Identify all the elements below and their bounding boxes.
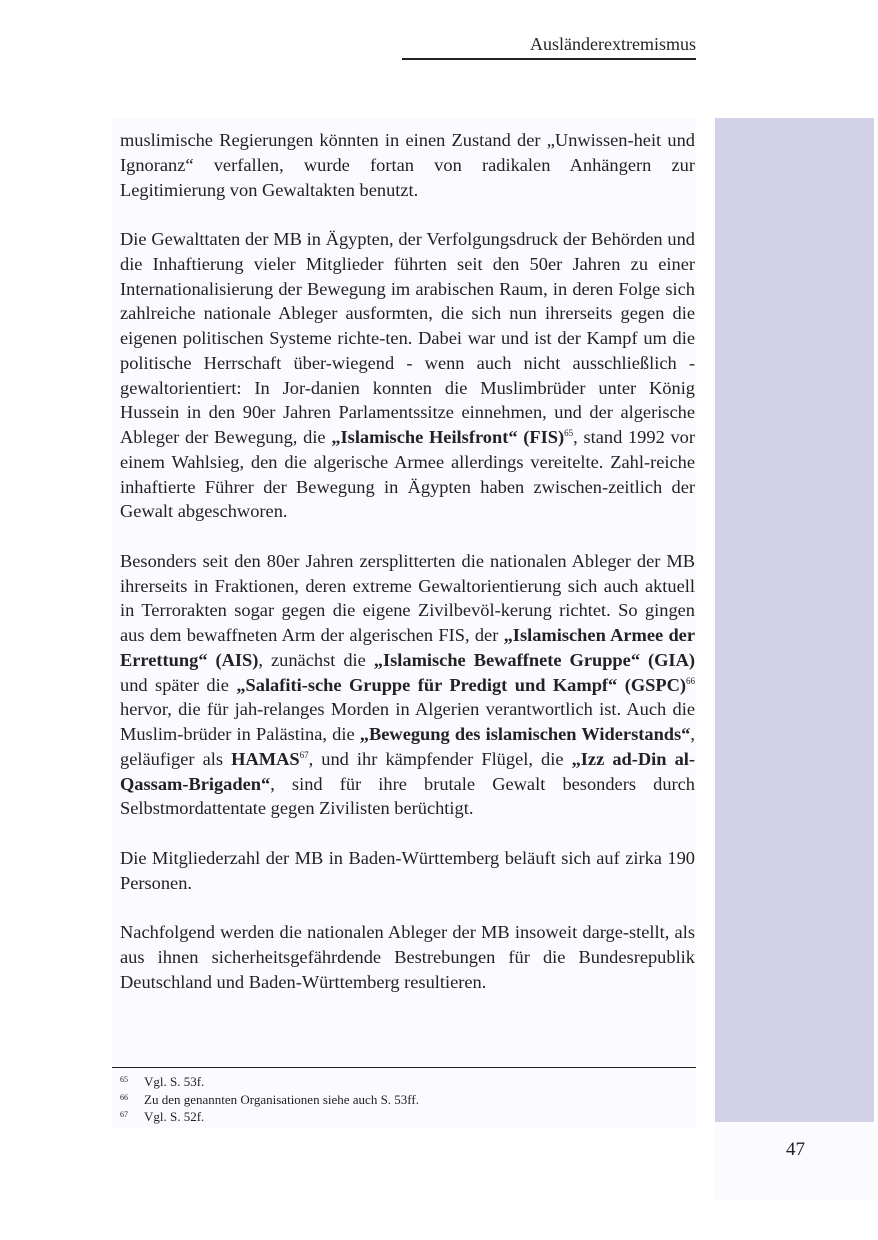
page-number: 47 [786, 1139, 805, 1160]
footnote-65 [120, 1073, 695, 1091]
paragraph-4: Die Mitgliederzahl der MB in Baden-Württemberg beläuft sich auf zirka 190 Personen. [120, 847, 695, 893]
p3-text-5: , geläufiger als [120, 724, 695, 769]
footnote-text: Vgl. S. 53f. [144, 1074, 205, 1089]
body-text [120, 128, 695, 994]
term-izz: „Izz ad-Din al-Qassam-Brigaden“ [120, 748, 696, 794]
footnote-number: 66 [120, 1092, 128, 1102]
footnote-text: Vgl. S. 52f. [144, 1109, 205, 1124]
footnote-66 [120, 1091, 695, 1109]
term-gia: „Islamische Bewaffnete Gruppe“ (GIA) [373, 649, 695, 670]
p3-text-3: und später die [120, 674, 237, 695]
term-widerstand: „Bewegung des islamischen Widerstands“ [359, 724, 691, 744]
footnote-67 [120, 1108, 695, 1126]
p3-text-1: Besonders seit den 80er Jahren zersplitterten die nationalen Ableger der MB ihrerseits in Fraktionen, deren extreme Gewaltorientierung sich auch aktuell in Terrorakten sogar gegen die eigene Zivilbevöl-kerung richtet. So gingen aus dem bewaffneten Arm der algerischen FIS, der [120, 550, 695, 645]
p2-text-1: Die Gewalttaten der MB in Ägypten, der Verfolgungsdruck der Behörden und die Inhaftierung vieler Mitglieder führten seit den 50er Jahren zu einer Internationalisierung der Bewegung im arabischen Raum, in deren Folge sich zahlreiche nationale Ableger ausformten, die sich nun ihrerseits gegen die eigenen politischen Systeme richte-ten. Dabei war und ist der Kampf um die politische Herrschaft über-wiegend - wenn auch nicht ausschließlich - gewaltorientiert: In Jor-danien konnten die Muslimbrüder unter König Hussein in den 90er Jahren Parlamentssitze einnehmen, und der algerische Ableger der Bewegung, die [120, 229, 695, 447]
footnote-ref-65: 65 [564, 427, 574, 438]
footnote-divider [112, 1067, 696, 1068]
term-gspc: „Salafiti-sche Gruppe für Predigt und Kampf“ (GSPC) [236, 674, 686, 695]
paragraph-2 [120, 227, 695, 524]
p2-text-2: , stand 1992 vor einem Wahlsieg, den die algerische Armee allerdings vereitelte. Zahl-reiche inhaftierte Führer der Bewegung in Ägypten haben zwischen-zeitlich der Gewalt abgeschworen. [120, 427, 695, 522]
paragraph-3 [120, 549, 695, 821]
p3-text-7: , sind für ihre brutale Gewalt besonders durch Selbstmordattentate gegen Zivilisten berüchtigt. [120, 773, 695, 819]
running-header: Ausländerextremismus [402, 33, 696, 60]
p3-text-2: , zunächst die [258, 649, 374, 670]
side-bar [715, 118, 874, 1122]
paragraph-1: muslimische Regierungen könnten in einen Zustand der „Unwissen-heit und Ignoranz“ verfallen, wurde fortan von radikalen Anhängern zur Legitimierung von Gewaltakten benutzt. [120, 130, 695, 200]
term-fis: „Islamische Heilsfront“ (FIS) [331, 427, 565, 447]
footnote-number: 65 [120, 1075, 128, 1084]
p3-text-4: hervor, die für jah-relanges Morden in Algerien verantwortlich ist. Auch die Muslim-brüder in Palästina, die [120, 699, 695, 744]
term-ais: „Islamischen Armee der Errettung“ (AIS) [120, 625, 695, 670]
footnote-ref-66: 66 [686, 675, 695, 686]
footnotes [120, 1073, 695, 1126]
footnote-number: 67 [120, 1110, 128, 1119]
footnote-ref-67: 67 [299, 749, 309, 760]
footnote-text: Zu den genannten Organisationen siehe auch S. 53ff. [144, 1091, 419, 1107]
term-hamas: HAMAS [231, 748, 300, 769]
paragraph-5: Nachfolgend werden die nationalen Ableger der MB insoweit darge-stellt, als aus ihnen sicherheitsgefährdende Bestrebungen für die Bundesrepublik Deutschland und Baden-Württemberg resultieren. [120, 922, 695, 992]
p3-text-6: , und ihr kämpfender Flügel, die [308, 748, 572, 769]
